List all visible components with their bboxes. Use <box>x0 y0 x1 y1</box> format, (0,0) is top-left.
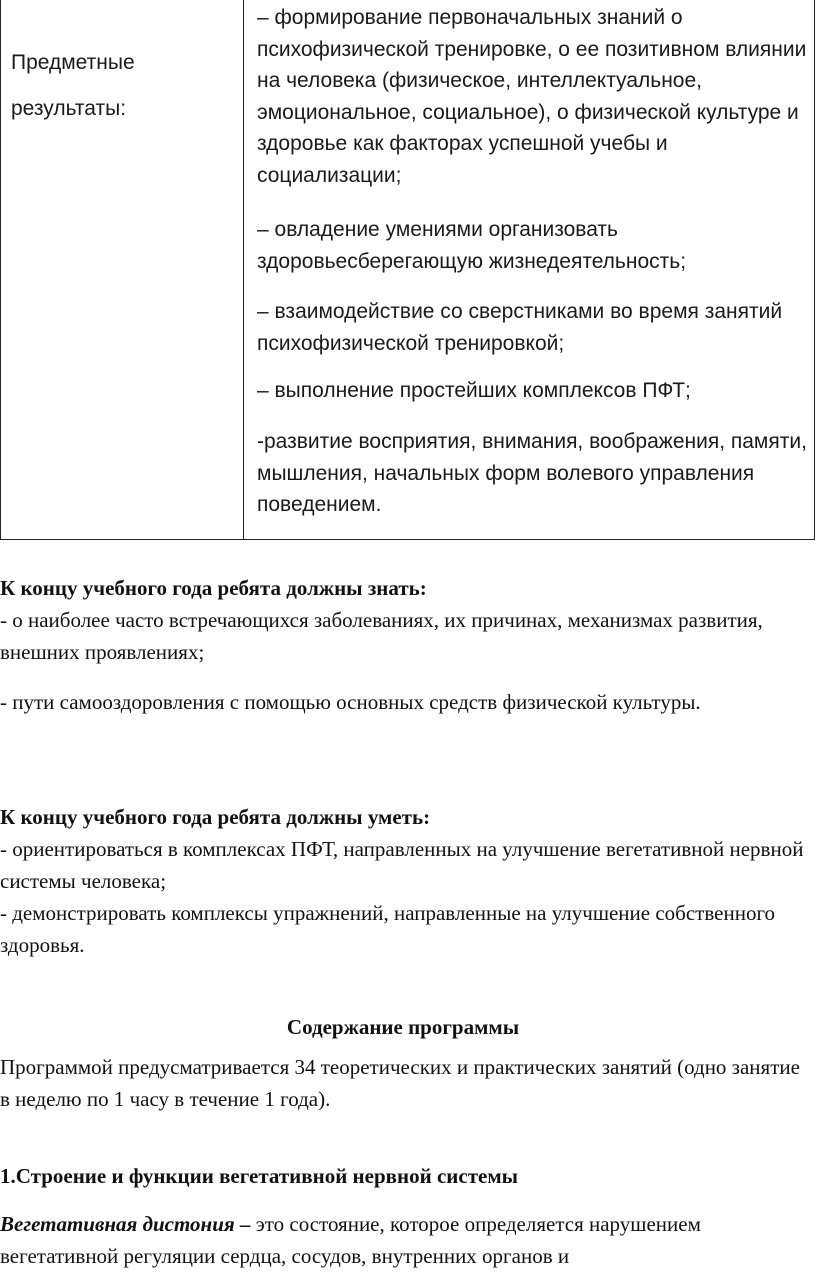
able-heading: К концу учебного года ребята должны уметь: <box>0 805 431 829</box>
know-item: - о наиболее часто встречающихся заболеваниях, их причинах, механизмах развития, внешних проявлениях; <box>0 608 763 664</box>
know-heading: К концу учебного года ребята должны знать: <box>0 576 427 600</box>
table-item: -развитие восприятия, внимания, воображения, памяти, мышления, начальных форм волевого управления поведением. <box>257 430 807 516</box>
table-item: – взаимодействие со сверстниками во время занятий психофизической тренировкой; <box>257 300 783 355</box>
results-table <box>0 0 815 540</box>
section-heading: 1.Строение и функции вегетативной нервной системы <box>0 1164 519 1188</box>
section-paragraph <box>0 1208 806 1272</box>
term-definition: Вегетативная дистония – <box>0 1212 251 1236</box>
able-item: - ориентироваться в комплексах ПФТ, направленных на улучшение вегетативной нервной системы человека; <box>0 837 804 893</box>
table-item: – выполнение простейших комплексов ПФТ; <box>257 379 691 402</box>
program-text: Программой предусматривается 34 теоретических и практических занятий (одно занятие в неделю по 1 часу в течение 1 года). <box>0 1055 800 1111</box>
table-item: – формирование первоначальных знаний о психофизической тренировке, о ее позитивном влиянии на человека (физическое, интеллектуальное, эмоциональное, социальное), о физической культуре и здоровье как факторах успешной учебы и социализации; <box>257 6 807 187</box>
table-item: – овладение умениями организовать здоровьесберегающую жизнедеятельность; <box>257 218 687 273</box>
able-item: - демонстрировать комплексы упражнений, направленные на улучшение собственного здоровья. <box>0 901 776 957</box>
table-label-cell <box>11 40 231 132</box>
program-heading: Содержание программы <box>286 1015 520 1039</box>
know-item: - пути самооздоровления с помощью основных средств физической культуры. <box>0 690 701 714</box>
table-label-line-2: результаты: <box>11 97 127 120</box>
definition-text: это состояние, которое определяется нарушением вегетативной регуляции сердца, сосудов, внутренних органов и <box>0 1212 701 1268</box>
table-label-line-1: Предметные <box>11 51 135 74</box>
table-divider <box>243 0 244 539</box>
